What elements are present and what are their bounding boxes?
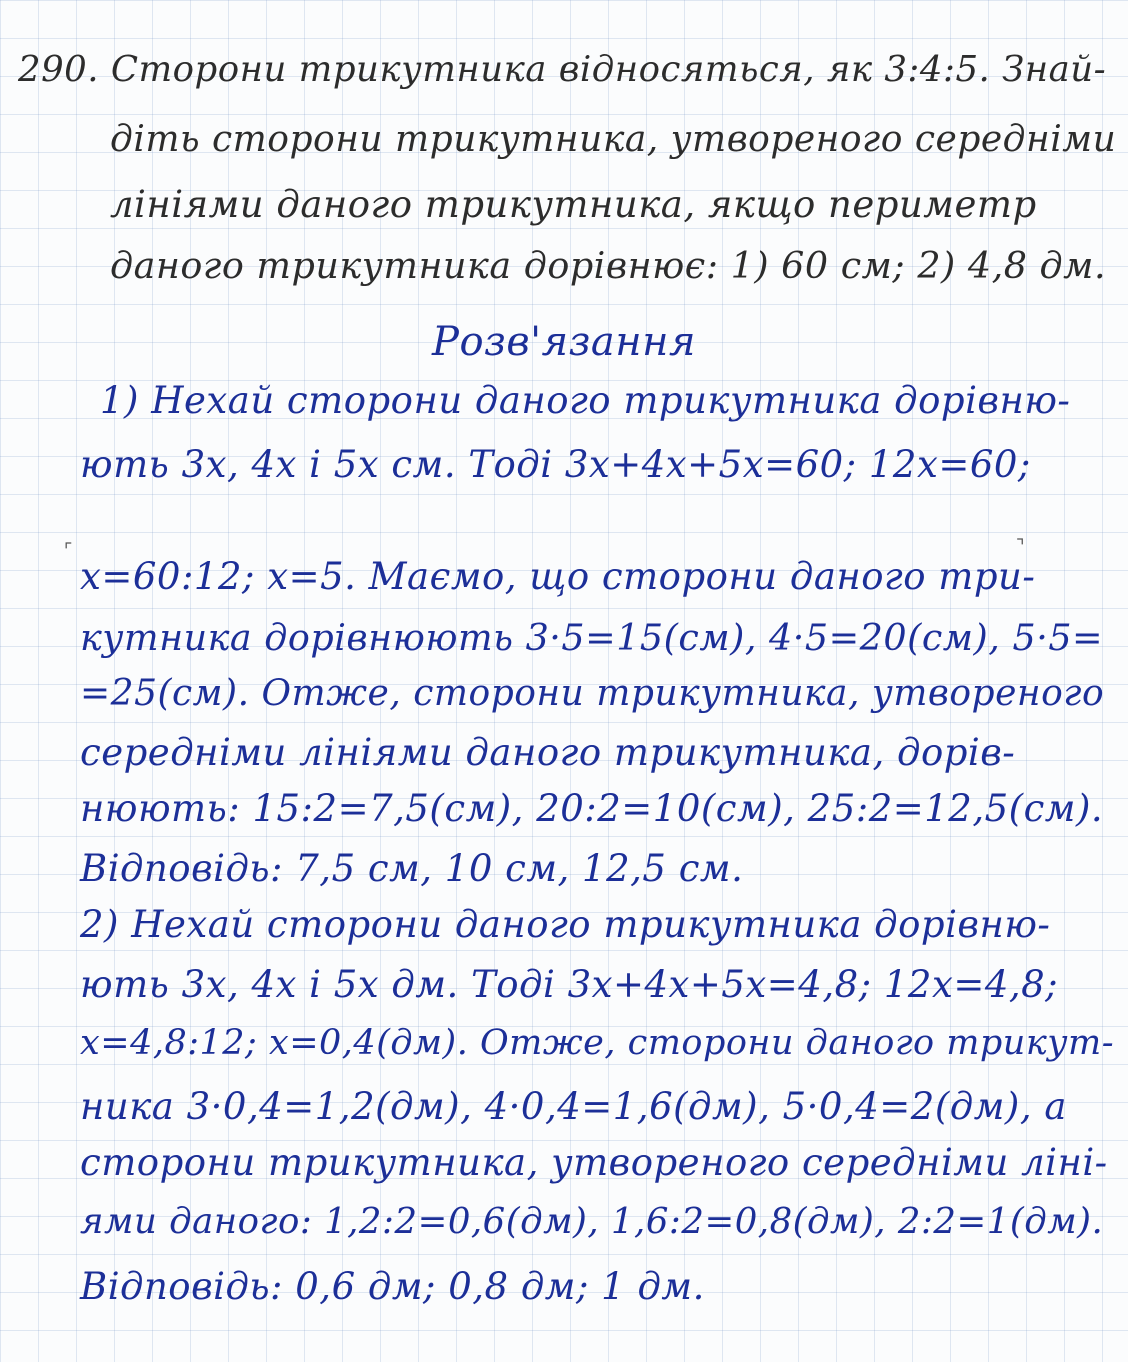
part1-line-5: =25(см). Отже, сторони трикутника, утвореного — [80, 673, 1105, 714]
problem-line-2: діть сторони трикутника, утвореного середніми — [110, 119, 1117, 160]
part1-line-3: x=60:12; x=5. Маємо, що сторони даного три- — [80, 555, 1036, 598]
solution-title: Розв'язання — [432, 319, 696, 365]
part2-line-4: ника 3·0,4=1,2(дм), 4·0,4=1,6(дм), 5·0,4=2(дм), а — [80, 1085, 1067, 1128]
problem-line-4: даного трикутника дорівнює: 1) 60 см; 2) 4,8 дм. — [110, 244, 1107, 287]
part1-line-4: кутника дорівнюють 3·5=15(см), 4·5=20(см), 5·5= — [80, 616, 1104, 659]
part1-line-6: середніми лініями даного трикутника, дорів- — [80, 731, 1016, 774]
part2-line-2: ють 3x, 4x і 5x дм. Тоді 3x+4x+5x=4,8; 12x=4,8; — [80, 963, 1059, 1006]
part2-answer: Відповідь: 0,6 дм; 0,8 дм; 1 дм. — [80, 1265, 705, 1308]
part2-line-3: x=4,8:12; x=0,4(дм). Отже, сторони даного трикут- — [80, 1023, 1115, 1063]
part2-line-1: 2) Нехай сторони даного трикутника дорівню- — [80, 903, 1051, 946]
part2-line-6: ями даного: 1,2:2=0,6(дм), 1,6:2=0,8(дм), 2:2=1(дм). — [80, 1201, 1104, 1242]
problem-line-3: лініями даного трикутника, якщо периметр — [110, 183, 1037, 226]
part2-line-5: сторони трикутника, утвореного середніми ліні- — [80, 1141, 1108, 1184]
part1-answer: Відповідь: 7,5 см, 10 см, 12,5 см. — [80, 847, 744, 890]
corner-mark-right: ⌝ — [1016, 536, 1025, 557]
part1-line-7: нюють: 15:2=7,5(см), 20:2=10(см), 25:2=12,5(см). — [80, 787, 1104, 830]
corner-mark-left: ⌜ — [64, 540, 73, 561]
part1-line-1: 1) Нехай сторони даного трикутника дорівню- — [100, 379, 1071, 422]
problem-line-1: 290. Сторони трикутника відносяться, як 3:4:5. Знай- — [18, 49, 1107, 90]
part1-line-2: ють 3x, 4x і 5x см. Тоді 3x+4x+5x=60; 12x=60; — [80, 443, 1031, 486]
